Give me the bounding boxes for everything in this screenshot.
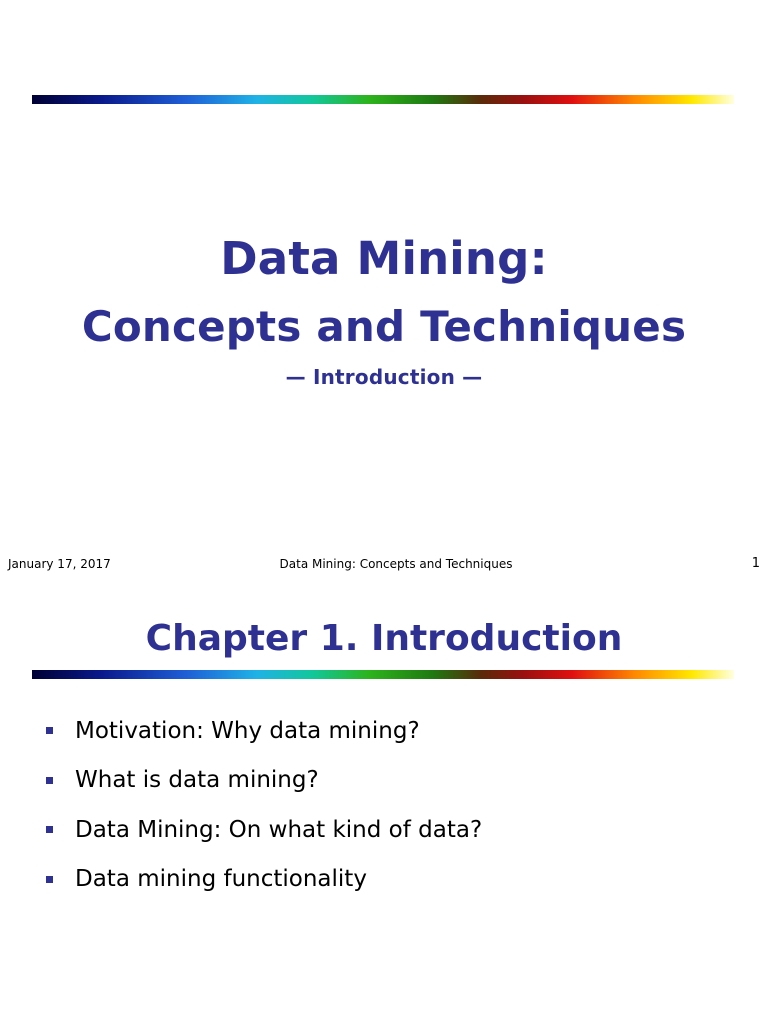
bullet-text: Data Mining: On what kind of data?	[75, 816, 483, 843]
slide-subtitle: — Introduction —	[285, 365, 483, 389]
square-bullet-icon	[46, 876, 53, 883]
bullet-text: Data mining functionality	[75, 866, 367, 893]
list-item	[46, 805, 482, 855]
footer-book-title: Data Mining: Concepts and Techniques	[279, 557, 513, 571]
slide-title-line1: Data Mining:	[220, 232, 548, 285]
list-item	[46, 706, 482, 756]
bullet-text: Motivation: Why data mining?	[75, 717, 420, 744]
chapter-title: Chapter 1. Introduction	[145, 618, 623, 659]
square-bullet-icon	[46, 826, 53, 833]
bullet-list	[46, 706, 482, 904]
bullet-text: What is data mining?	[75, 767, 319, 794]
rainbow-divider-bar	[32, 670, 734, 679]
footer-date: January 17, 2017	[8, 557, 111, 571]
footer-page-number: 1	[751, 556, 760, 571]
square-bullet-icon	[46, 777, 53, 784]
slide-title-line2: Concepts and Techniques	[81, 302, 687, 351]
list-item	[46, 855, 482, 905]
square-bullet-icon	[46, 727, 53, 734]
rainbow-divider-bar	[32, 95, 734, 104]
list-item	[46, 756, 482, 806]
